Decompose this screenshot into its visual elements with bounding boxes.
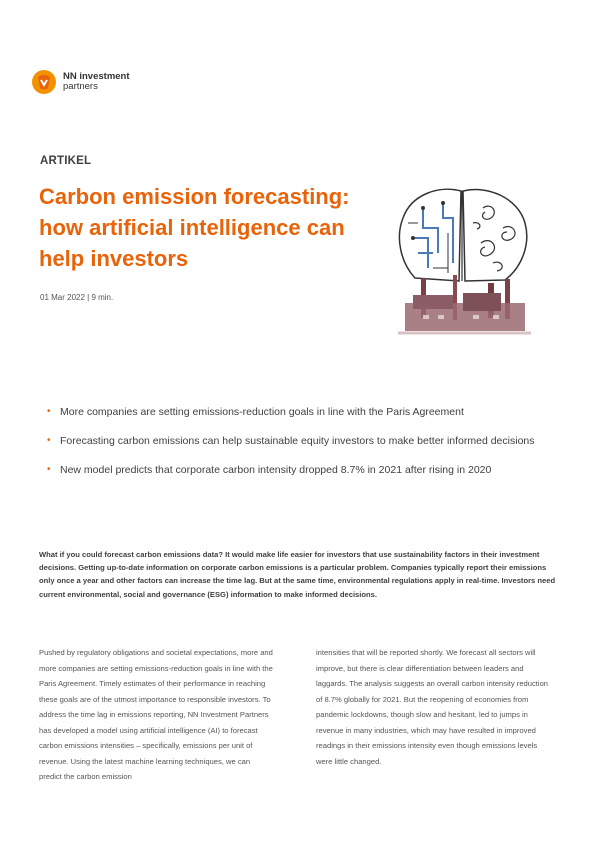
key-point xyxy=(44,404,564,420)
bullet-icon: • xyxy=(47,464,51,475)
brain-factory-illustration xyxy=(393,183,533,343)
bullet-icon: • xyxy=(47,435,51,446)
intro-paragraph: What if you could forecast carbon emissions data? It would make life easier for investors that use sustainability factors in their investment decisions. Getting up-to-date information on corporate carbon emissions is a particular problem. Companies typically report their emissions only once a year and other factors can increase the time lag. But at the same time, environmental regulations apply in real-time. Investors need current environmental, social and governance (ESG) information to make informed decisions. xyxy=(39,550,556,599)
key-point-text: New model predicts that corporate carbon intensity dropped 8.7% in 2021 after rising in 2020 xyxy=(60,464,492,476)
brand-logo[interactable] xyxy=(30,68,130,96)
body-column-right: intensities that will be reported shortly. We forecast all sectors will improve, but there is clear differentiation between leaders and laggards. The analysis suggests an overall carbon intensity reduction of 8.7% globally for 2021. But the reopening of economies from pandemic lockdowns, though slow and hesitant, led to jumps in revenue in many industries, which may have resulted in improved readings in their emissions intensity even though emissions levels were little changed. xyxy=(316,648,549,766)
article-meta: 01 Mar 2022 | 9 min. xyxy=(40,293,114,302)
key-point-text: More companies are setting emissions-reduction goals in line with the Paris Agreement xyxy=(60,406,464,418)
key-point-text: Forecasting carbon emissions can help sustainable equity investors to make better informed decisions xyxy=(60,435,535,447)
key-points-list xyxy=(44,404,564,491)
nn-lion-logo-icon xyxy=(30,68,58,96)
section-label: ARTIKEL xyxy=(40,155,92,167)
brand-name-line1: NN investment xyxy=(63,71,130,82)
brand-name-line2: partners xyxy=(63,81,98,92)
body-column-left: Pushed by regulatory obligations and societal expectations, more and more companies are setting emissions-reduction goals in line with the Paris Agreement. Timely estimates of their performance in reaching these goals are of the utmost importance to responsible investors. To address the time lag in emissions reporting, NN Investment Partners has developed a model using artificial intelligence (AI) to forecast carbon emissions intensities – specifically, emissions per unit of revenue. Using the latest machine learning techniques, we can predict the carbon emission xyxy=(39,648,273,781)
brand-name xyxy=(63,72,130,92)
article-title: Carbon emission forecasting: how artificial intelligence can help investors xyxy=(39,184,350,271)
key-point xyxy=(44,433,564,449)
key-point xyxy=(44,462,564,478)
bullet-icon: • xyxy=(47,406,51,417)
